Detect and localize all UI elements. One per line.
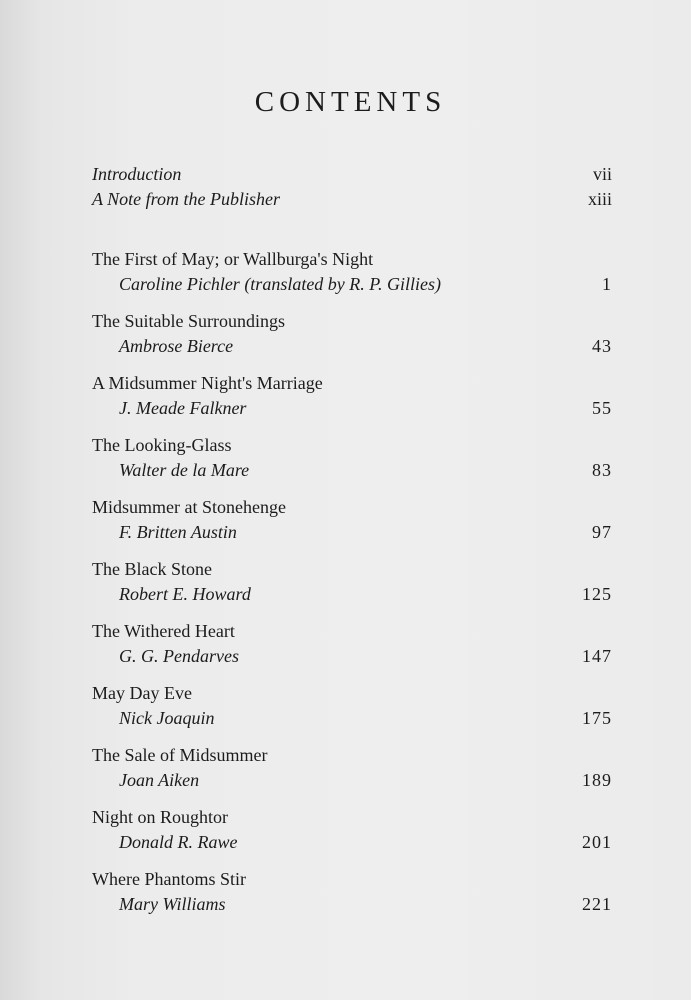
story-title: Midsummer at Stonehenge	[92, 497, 286, 517]
story-page: 201	[582, 832, 612, 852]
story-title: A Midsummer Night's Marriage	[92, 373, 323, 393]
front-matter-label: A Note from the Publisher	[92, 189, 280, 209]
contents-entry	[92, 495, 612, 557]
story-author: Mary Williams	[119, 894, 226, 914]
front-matter-page: xiii	[587, 189, 612, 209]
page-title: CONTENTS	[254, 86, 447, 118]
story-author: J. Meade Falkner	[119, 398, 247, 418]
story-page: 189	[582, 770, 612, 790]
story-title: The First of May; or Wallburga's Night	[92, 249, 374, 269]
front-matter-list	[92, 164, 612, 214]
contents-entry	[92, 805, 612, 867]
story-page: 1	[602, 274, 612, 294]
story-title: The Sale of Midsummer	[92, 745, 268, 765]
story-page: 147	[582, 646, 612, 666]
contents-entry	[92, 247, 612, 309]
story-author: Nick Joaquin	[119, 708, 215, 728]
story-author: Donald R. Rawe	[119, 832, 238, 852]
story-author: Robert E. Howard	[119, 584, 251, 604]
contents-list	[92, 247, 612, 929]
contents-entry	[92, 867, 612, 929]
story-author: Joan Aiken	[119, 770, 200, 790]
story-author: G. G. Pendarves	[119, 646, 239, 666]
story-title: The Withered Heart	[92, 621, 235, 641]
story-author: Caroline Pichler (translated by R. P. Gillies)	[119, 274, 441, 294]
story-page: 125	[582, 584, 612, 604]
contents-entry	[92, 557, 612, 619]
story-page: 221	[582, 894, 612, 914]
contents-entry	[92, 433, 612, 495]
story-page: 175	[582, 708, 612, 728]
front-matter-item	[92, 164, 612, 189]
story-page: 55	[592, 398, 612, 418]
contents-entry	[92, 743, 612, 805]
story-title: The Looking-Glass	[92, 435, 232, 455]
story-author: F. Britten Austin	[119, 522, 237, 542]
contents-entry	[92, 371, 612, 433]
contents-entry	[92, 309, 612, 371]
front-matter-label: Introduction	[92, 164, 182, 184]
story-author: Ambrose Bierce	[119, 336, 234, 356]
front-matter-item	[92, 189, 612, 214]
story-page: 83	[592, 460, 612, 480]
story-page: 43	[592, 336, 612, 356]
story-title: The Black Stone	[92, 559, 212, 579]
story-title: May Day Eve	[92, 683, 192, 703]
story-title: Night on Roughtor	[92, 807, 229, 827]
front-matter-page: vii	[592, 164, 612, 184]
story-title: The Suitable Surroundings	[92, 311, 285, 331]
contents-entry	[92, 619, 612, 681]
story-title: Where Phantoms Stir	[92, 869, 246, 889]
story-author: Walter de la Mare	[119, 460, 250, 480]
story-page: 97	[592, 522, 612, 542]
contents-entry	[92, 681, 612, 743]
